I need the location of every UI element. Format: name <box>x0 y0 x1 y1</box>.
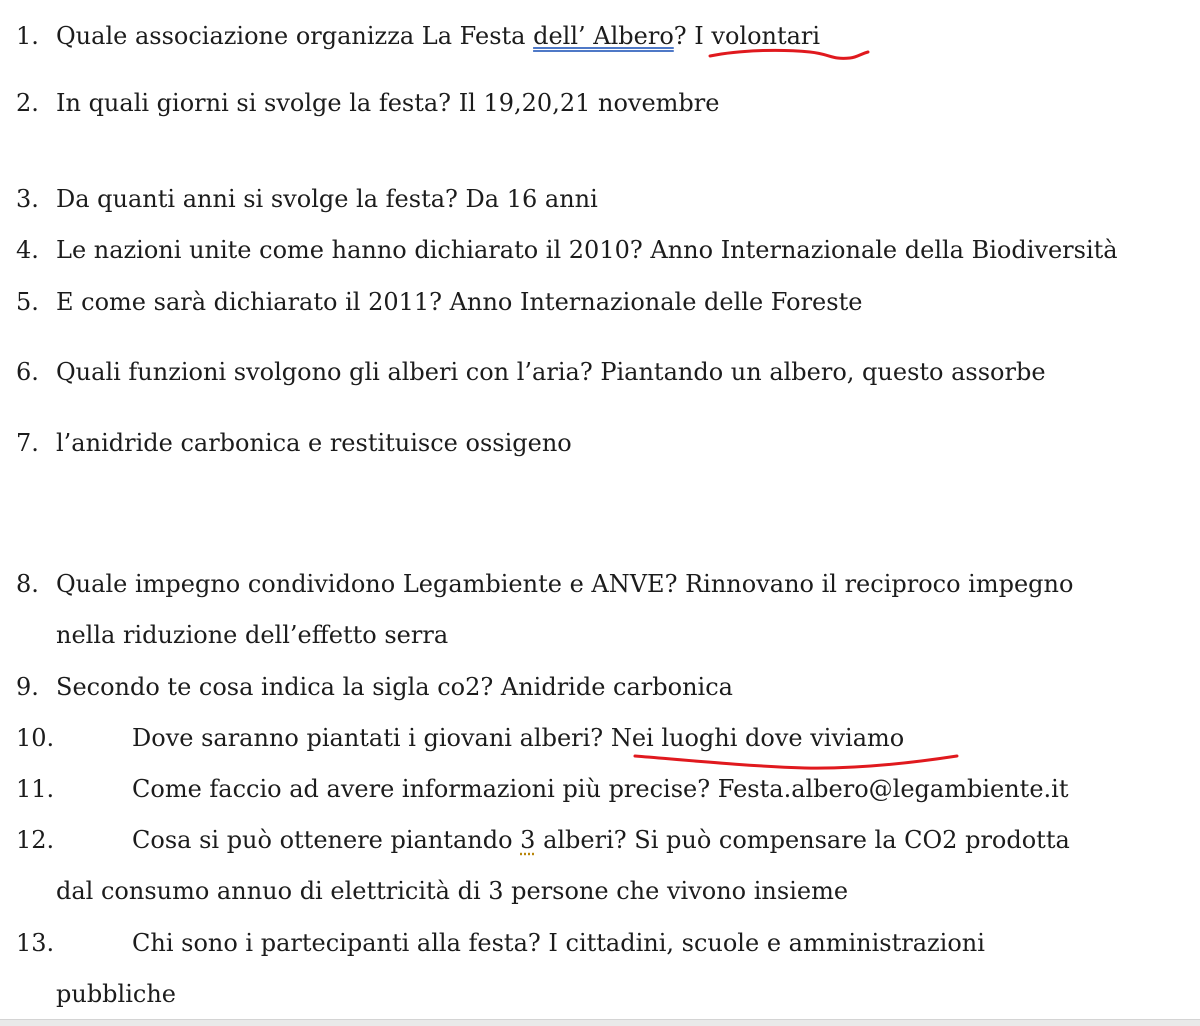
item-number: 1. <box>16 22 39 50</box>
question-text-end: alberi? <box>535 826 627 854</box>
question-text: Quale impegno condividono Legambiente e ANVE? <box>56 570 678 598</box>
answer-text: I volontari <box>694 22 821 50</box>
item-text <box>56 88 719 118</box>
question-text: In quali giorni si svolge la festa? <box>56 89 452 117</box>
question-text: Come faccio ad avere informazioni più precise? <box>132 775 711 803</box>
item-number: 9. <box>16 673 39 701</box>
answer-text: Si può compensare la CO2 prodotta <box>634 826 1070 854</box>
item-text <box>56 287 862 317</box>
item-number: 10. <box>16 724 55 752</box>
answer-text: Rinnovano il reciproco impegno <box>685 570 1074 598</box>
answer-text: Anno Internazionale della Biodiversità <box>650 236 1118 264</box>
answer-text: Festa.albero@legambiente.it <box>717 775 1069 803</box>
question-text: E come sarà dichiarato il 2011? <box>56 288 443 316</box>
continuation-text: nella riduzione dell’effetto serra <box>56 621 449 649</box>
answer-text: I cittadini, scuole e amministrazioni <box>548 929 985 957</box>
answer-text: Nei luoghi dove viviamo <box>610 724 905 752</box>
question-text: Le nazioni unite come hanno dichiarato il 2010? <box>56 236 643 264</box>
answer-text: Anno Internazionale delle Foreste <box>449 288 863 316</box>
item-number: 4. <box>16 236 39 264</box>
item-number: 8. <box>16 570 39 598</box>
item-number: 5. <box>16 288 39 316</box>
spelling-flagged-word[interactable]: 3 <box>520 826 536 854</box>
item-text: l’anidride carbonica e restituisce ossigeno <box>56 429 572 457</box>
grammar-flagged-word[interactable]: dell’ Albero <box>533 22 674 50</box>
item-number: 13. <box>16 929 55 957</box>
answer-text: Il 19,20,21 novembre <box>458 89 720 117</box>
item-text <box>56 235 1118 265</box>
item-text <box>56 672 733 702</box>
continuation-text: pubbliche <box>56 980 176 1008</box>
question-text: Quali funzioni svolgono gli alberi con l’aria? <box>56 358 593 386</box>
item-text <box>56 184 598 214</box>
question-text: Quale associazione organizza La Festa <box>56 22 534 50</box>
question-text: Cosa si può ottenere piantando <box>132 826 521 854</box>
item-text <box>132 723 904 753</box>
answer-text: Piantando un albero, questo assorbe <box>600 358 1046 386</box>
item-number: 6. <box>16 358 39 386</box>
item-text <box>56 21 820 51</box>
question-mark: ? <box>673 22 687 50</box>
item-text <box>56 569 1073 599</box>
item-number: 11. <box>16 775 55 803</box>
question-text: Chi sono i partecipanti alla festa? <box>132 929 541 957</box>
question-text: Secondo te cosa indica la sigla co2? <box>56 673 494 701</box>
item-number: 3. <box>16 185 39 213</box>
question-text: Dove saranno piantati i giovani alberi? <box>132 724 604 752</box>
item-text <box>132 928 985 958</box>
continuation-text: dal consumo annuo di elettricità di 3 persone che vivono insieme <box>56 877 849 905</box>
question-text: Da quanti anni si svolge la festa? <box>56 185 458 213</box>
answer-text: Anidride carbonica <box>500 673 733 701</box>
item-number: 7. <box>16 429 39 457</box>
item-text <box>132 825 1070 855</box>
item-number: 2. <box>16 89 39 117</box>
item-text <box>132 774 1068 804</box>
answer-text: Da 16 anni <box>465 185 598 213</box>
item-text <box>56 357 1046 387</box>
item-number: 12. <box>16 826 55 854</box>
